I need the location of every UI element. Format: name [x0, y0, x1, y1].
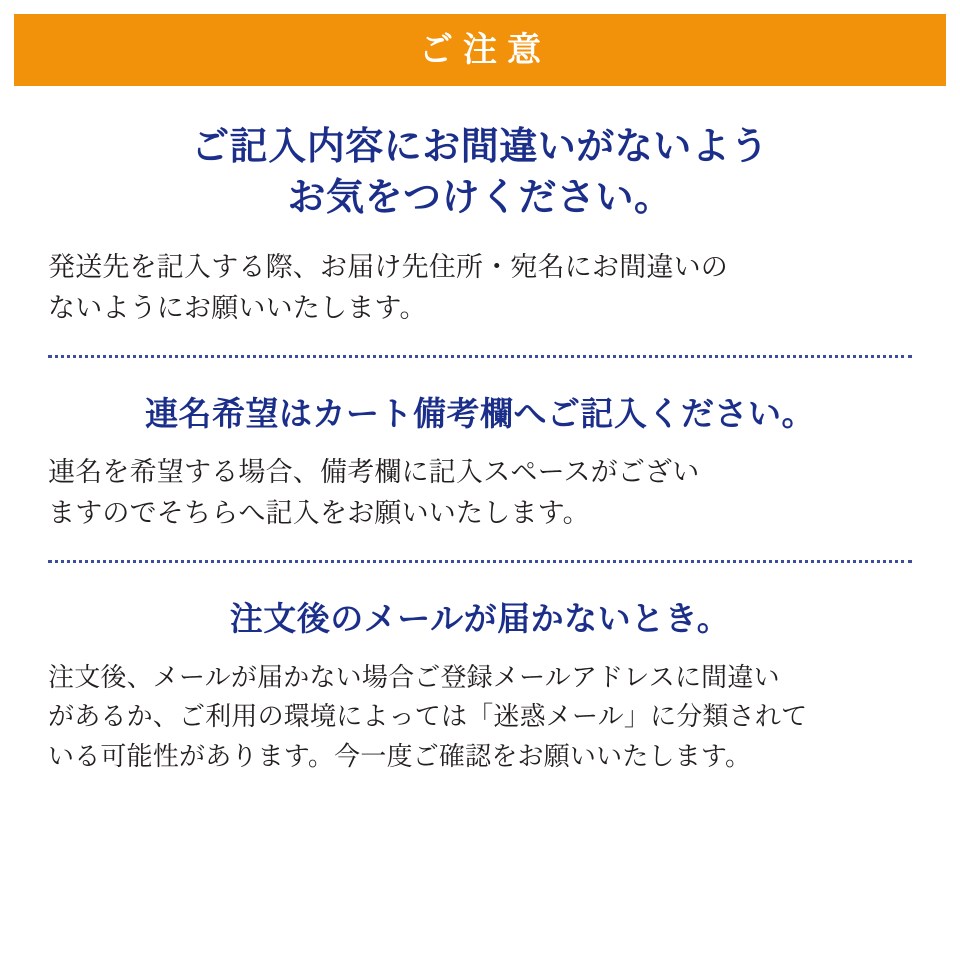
heading-line: お気をつけください。 — [287, 177, 673, 220]
section-heading-joint-name — [48, 392, 912, 437]
section-heading-address — [48, 122, 912, 225]
body-line: 注文後、メールが届かない場合ご登録メールアドレスに間違い — [48, 661, 780, 692]
body-line: いる可能性があります。今一度ご確認をお願いいたします。 — [48, 740, 752, 771]
heading-line: 連名希望はカート備考欄へご記入ください。 — [145, 394, 815, 432]
section-body-address — [48, 247, 912, 329]
section-divider — [48, 355, 912, 358]
section-divider — [48, 560, 912, 563]
section-body-email — [48, 658, 912, 777]
body-line: 発送先を記入する際、お届け先住所・宛名にお間違いの — [48, 251, 728, 282]
body-line: 連名を希望する場合、備考欄に記入スペースがござい — [48, 457, 700, 488]
notice-section-joint-name — [48, 362, 912, 535]
section-body-joint-name — [48, 452, 912, 534]
body-line: があるか、ご利用の環境によっては「迷惑メール」に分類されて — [48, 701, 808, 732]
body-line: ないようにお願いいたします。 — [48, 292, 427, 323]
notice-content — [14, 86, 946, 776]
notice-banner-title: ご注意 — [419, 31, 551, 69]
notice-section-address — [48, 86, 912, 329]
section-heading-email — [48, 597, 912, 642]
heading-line: ご記入内容にお間違いがないよう — [191, 126, 769, 168]
notice-section-email — [48, 567, 912, 776]
notice-banner — [14, 14, 946, 86]
body-line: ますのでそちらへ記入をお願いいたします。 — [48, 498, 590, 529]
heading-line: 注文後のメールが届かないとき。 — [229, 600, 731, 638]
